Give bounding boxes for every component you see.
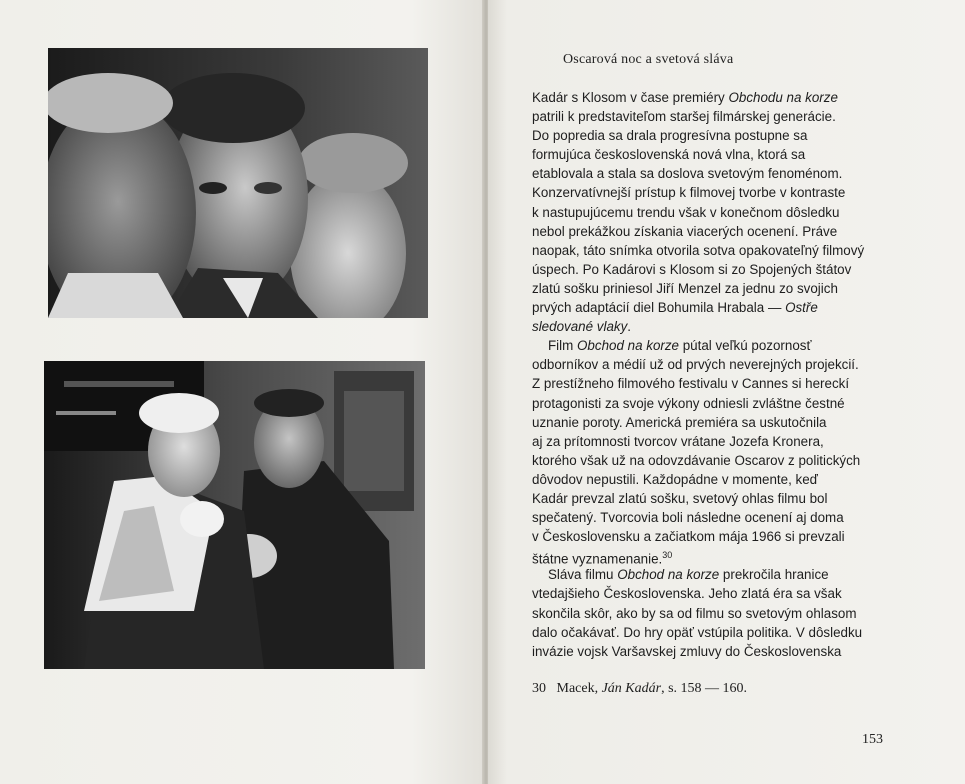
text-segment: dalo očakávať. Do hry opäť vstúpila politika. V dôsledku xyxy=(532,624,863,640)
text-segment: ktorého však už na odovzdávanie Oscarov z politických xyxy=(532,452,861,468)
text-line xyxy=(532,508,912,527)
page-number: 153 xyxy=(862,732,883,747)
text-segment: Sláva filmu xyxy=(548,567,618,583)
text-line xyxy=(532,260,912,279)
text-segment: Kadár prevzal zlatú sošku, svetový ohlas filmu bol xyxy=(532,490,828,506)
text-segment: nebol prekážkou získania viacerých ocenení. Práve xyxy=(532,223,838,239)
text-segment: zlatú sošku priniesol Jiří Menzel za jednu zo svojich xyxy=(532,280,838,296)
text-segment: protagonisti za svoje výkony odniesli zvláštne čestné xyxy=(532,395,845,411)
italic-title: Obchod na korze xyxy=(617,567,720,583)
text-segment: uznanie poroty. Americká premiéra sa uskutočnila xyxy=(532,414,827,430)
italic-title: Ostře xyxy=(785,300,818,316)
italic-title: Obchodu na korze xyxy=(728,90,838,105)
text-line xyxy=(532,642,912,661)
body-text xyxy=(532,88,912,661)
text-line xyxy=(532,623,912,642)
film-still-shop-scene-photo xyxy=(44,361,425,669)
text-line xyxy=(532,88,912,107)
text-line xyxy=(532,222,912,241)
film-still-close-up-photo xyxy=(48,48,428,318)
text-line xyxy=(532,374,912,393)
text-segment: Kadár s Klosom v čase premiéry xyxy=(532,90,729,105)
text-line xyxy=(532,489,912,508)
text-segment: dôvodov nepustili. Každopádne v momente, keď xyxy=(532,471,818,487)
text-line xyxy=(532,145,912,164)
text-line xyxy=(532,298,912,317)
text-line xyxy=(532,336,912,355)
text-segment: invázie vojsk Varšavskej zmluvy do Československa xyxy=(532,643,842,659)
footnote-pages: , s. 158 — 160. xyxy=(661,681,748,696)
text-line xyxy=(532,355,912,374)
text-segment: aj za prítomnosti tvorcov vrátane Jozefa Kronera, xyxy=(532,433,824,449)
text-segment: etablovala a stala sa doslova svetovým fenoménom. xyxy=(532,166,843,182)
text-segment: vtedajšieho Československa. Jeho zlatá éra sa však xyxy=(532,586,842,602)
text-segment: Do popredia sa drala progresívna postupne sa xyxy=(532,128,808,144)
text-segment: naopak, táto snímka otvorila sotva opakovateľný filmový xyxy=(532,242,865,258)
text-line xyxy=(532,565,912,584)
footnote-title: Ján Kadár xyxy=(601,681,662,696)
footnote xyxy=(532,681,747,697)
footnote-author: Macek, xyxy=(556,681,602,696)
text-segment: Film xyxy=(548,338,578,354)
text-line xyxy=(532,451,912,470)
text-segment: skončila skôr, ako by sa od filmu so svetovým ohlasom xyxy=(532,605,857,621)
text-segment: Konzervatívnejší prístup k filmovej tvorbe v kontraste xyxy=(532,185,846,201)
text-line xyxy=(532,470,912,489)
text-segment: odborníkov a médií už od prvých neverejných projekcií. xyxy=(532,357,859,373)
text-segment: patrili k predstaviteľom staršej filmárskej generácie. xyxy=(532,109,836,125)
text-segment: Z prestížneho filmového festivalu v Cannes si hereckí xyxy=(532,376,850,392)
text-line xyxy=(532,584,912,603)
text-line xyxy=(532,107,912,126)
text-segment: prvých adaptácií diel Bohumila Hrabala — xyxy=(532,300,786,316)
text-line xyxy=(532,126,912,145)
text-line xyxy=(532,432,912,451)
text-segment: štátne vyznamenanie. xyxy=(532,551,663,567)
text-segment: spečatený. Tvorcovia boli následne ocenení aj doma xyxy=(532,510,844,526)
text-segment: úspech. Po Kadárovi s Klosom si zo Spojených štátov xyxy=(532,261,852,277)
text-segment: k nastupujúcemu trendu však v konečnom dôsledku xyxy=(532,204,840,220)
text-segment: prekročila hranice xyxy=(719,567,829,583)
text-segment: formujúca československá nová vlna, ktorá sa xyxy=(532,147,806,163)
text-segment: v Československu a začiatkom mája 1966 si prevzali xyxy=(532,529,845,545)
text-line xyxy=(532,546,912,565)
text-segment: . xyxy=(627,319,632,335)
italic-title: sledované vlaky xyxy=(532,319,628,335)
footnote-number: 30 xyxy=(532,681,546,696)
text-segment: pútal veľkú pozornosť xyxy=(679,338,812,354)
text-line xyxy=(532,394,912,413)
text-line xyxy=(532,203,912,222)
text-line xyxy=(532,604,912,623)
film-still-shop-scene-image xyxy=(44,361,425,669)
section-heading: Oscarová noc a svetová sláva xyxy=(563,52,734,67)
text-line xyxy=(532,413,912,432)
text-line xyxy=(532,183,912,202)
text-line xyxy=(532,317,912,336)
text-line xyxy=(532,527,912,546)
text-line xyxy=(532,279,912,298)
footnote-reference: 30 xyxy=(662,550,673,561)
film-still-close-up-image xyxy=(48,48,428,318)
text-line xyxy=(532,164,912,183)
text-line xyxy=(532,241,912,260)
italic-title: Obchod na korze xyxy=(577,338,679,354)
